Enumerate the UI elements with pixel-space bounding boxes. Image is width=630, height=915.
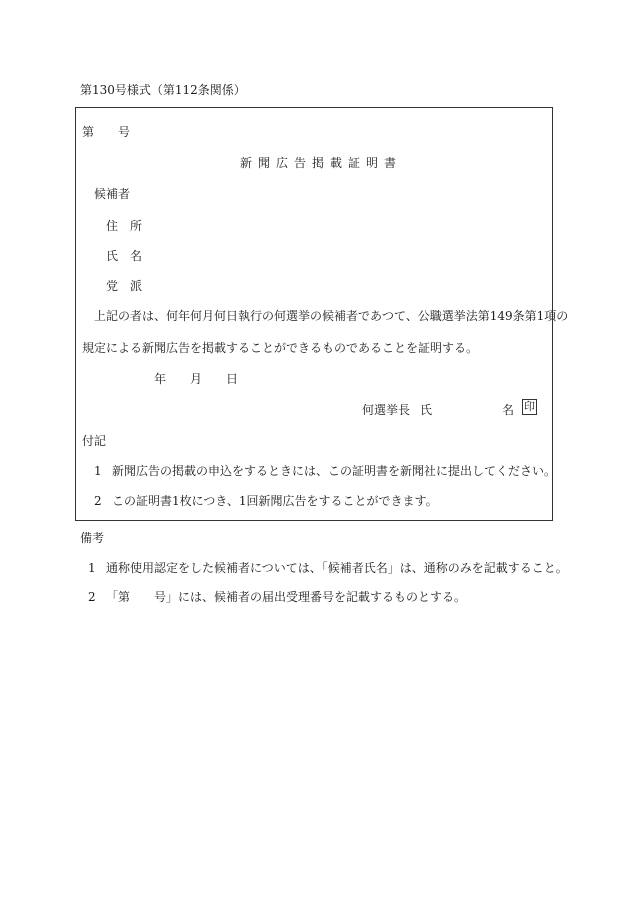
appendix-item-number: 1 bbox=[94, 464, 102, 478]
candidate-label: 候補者 bbox=[94, 187, 131, 201]
number-suffix: 号 bbox=[118, 125, 131, 139]
appendix-item-text: 新聞広告の掲載の申込をするときには、この証明書を新聞社に提出してください。 bbox=[112, 464, 557, 478]
date-day: 日 bbox=[226, 372, 239, 386]
issuer-given-name-label: 名 bbox=[502, 403, 515, 417]
issuer-title: 何選挙長 bbox=[362, 403, 411, 417]
certification-text-line-2: 規定による新聞広告を掲載することができるものであることを証明する。 bbox=[82, 341, 479, 355]
certification-text-line-1: 上記の者は、何年何月何日執行の何選挙の候補者であつて、公職選挙法第149条第1項の bbox=[94, 309, 569, 323]
remark-item-number: 2 bbox=[88, 590, 96, 604]
date-month: 月 bbox=[190, 372, 203, 386]
remark-item-number: 1 bbox=[88, 561, 96, 575]
remarks-label: 備考 bbox=[80, 531, 105, 545]
appendix-item-number: 2 bbox=[94, 494, 102, 508]
issuer-surname-label: 氏 bbox=[420, 403, 433, 417]
remark-item bbox=[88, 591, 466, 603]
form-number: 第130号様式（第112条関係） bbox=[80, 83, 246, 97]
number-prefix: 第 bbox=[82, 125, 95, 139]
remark-item-text: 「第 号」には、候補者の届出受理番号を記載するものとする。 bbox=[106, 590, 467, 604]
party-label: 党派 bbox=[106, 279, 155, 293]
address-label: 住所 bbox=[106, 219, 155, 233]
name-label: 氏名 bbox=[106, 249, 155, 263]
remark-item-text: 通称使用認定をした候補者については、「候補者氏名」は、通称のみを記載すること。 bbox=[106, 561, 568, 575]
appendix-item-text: この証明書1枚につき、1回新聞広告をすることができます。 bbox=[112, 494, 438, 508]
certificate-title: 新聞広告掲載証明書 bbox=[240, 156, 403, 170]
appendix-label: 付記 bbox=[82, 434, 107, 448]
date-year: 年 bbox=[154, 372, 167, 386]
seal-mark: 印 bbox=[524, 400, 535, 413]
remark-item bbox=[88, 562, 568, 574]
appendix-item bbox=[94, 495, 438, 507]
appendix-item bbox=[94, 465, 556, 477]
